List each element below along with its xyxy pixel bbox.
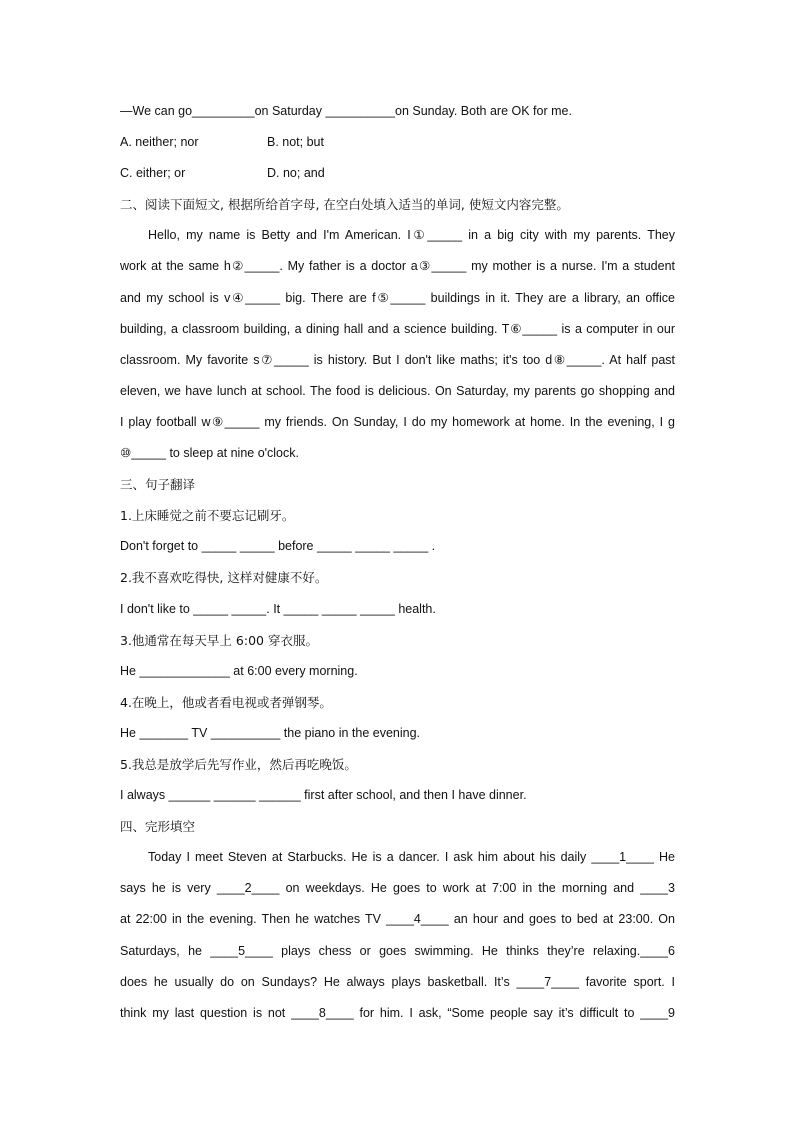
options-row bbox=[120, 158, 675, 189]
translation-answer: I don't like to _____ _____. It _____ _____ _____ health. bbox=[120, 601, 436, 616]
passage-line: I play football w⑨_____ my friends. On Sunday, I do my homework at home. In the evening, I g bbox=[120, 414, 675, 429]
cloze-line: Today I meet Steven at Starbucks. He is a dancer. I ask him about his daily ____1____ He bbox=[148, 850, 675, 865]
cloze-line: think my last question is not ____8____ for him. I ask, “Some people say it’s difficult to ____9 bbox=[120, 1005, 675, 1020]
translation-prompt: 1.上床睡觉之前不要忘记刷牙。 bbox=[120, 508, 295, 524]
translation-prompt: 2.我不喜欢吃得快, 这样对健康不好。 bbox=[120, 570, 328, 586]
section-heading: 二、阅读下面短文, 根据所给首字母, 在空白处填入适当的单词, 使短文内容完整。 bbox=[120, 197, 569, 213]
translation-prompt: 5.我总是放学后先写作业，然后再吃晚饭。 bbox=[120, 756, 357, 772]
section-heading: 四、完形填空 bbox=[120, 819, 196, 835]
cloze-line: Saturdays, he ____5____ plays chess or goes swimming. He thinks they’re relaxing.____6 bbox=[120, 943, 675, 958]
translation-prompt: 3.他通常在每天早上 6:00 穿衣服。 bbox=[120, 632, 318, 648]
translation-answer: Don't forget to _____ _____ before _____ _____ _____ . bbox=[120, 539, 436, 554]
cloze-line: does he usually do on Sundays? He always plays basketball. It’s ____7____ favorite sport. I bbox=[120, 974, 675, 989]
passage-line: Hello, my name is Betty and I'm American. I①_____ in a big city with my parents. They bbox=[148, 228, 675, 243]
section-heading: 三、句子翻译 bbox=[120, 477, 196, 493]
option-a: A. neither; nor bbox=[120, 135, 199, 150]
passage-line: work at the same h②_____. My father is a doctor a③_____ my mother is a nurse. I'm a student bbox=[120, 259, 675, 274]
option-b: B. not; but bbox=[267, 135, 324, 150]
option-c: C. either; or bbox=[120, 166, 186, 181]
question-line: —We can go_________on Saturday __________on Sunday. Both are OK for me. bbox=[120, 104, 572, 118]
passage-line: eleven, we have lunch at school. The food is delicious. On Saturday, my parents go shopping and bbox=[120, 383, 675, 398]
options-row bbox=[120, 127, 675, 158]
worksheet-page bbox=[120, 96, 675, 1029]
cloze-line: at 22:00 in the evening. Then he watches TV ____4____ an hour and goes to bed at 23:00. On bbox=[120, 912, 675, 927]
passage-line: ⑩_____ to sleep at nine o'clock. bbox=[120, 446, 299, 461]
translation-answer: He _______ TV __________ the piano in the evening. bbox=[120, 725, 421, 740]
passage-line: building, a classroom building, a dining hall and a science building. T⑥_____ is a computer in our bbox=[120, 321, 675, 336]
translation-answer: I always ______ ______ ______ first after school, and then I have dinner. bbox=[120, 788, 527, 803]
translation-prompt: 4.在晚上，他或者看电视或者弹钢琴。 bbox=[120, 694, 332, 710]
passage-line: classroom. My favorite s⑦_____ is history. But I don't like maths; it's too d⑧_____. At half past bbox=[120, 352, 675, 367]
cloze-line: says he is very ____2____ on weekdays. He goes to work at 7:00 in the morning and ____3 bbox=[120, 881, 675, 896]
translation-answer: He _____________ at 6:00 every morning. bbox=[120, 663, 358, 678]
option-d: D. no; and bbox=[267, 166, 325, 181]
passage-line: and my school is v④_____ big. There are f⑤_____ buildings in it. They are a library, an office bbox=[120, 290, 675, 305]
